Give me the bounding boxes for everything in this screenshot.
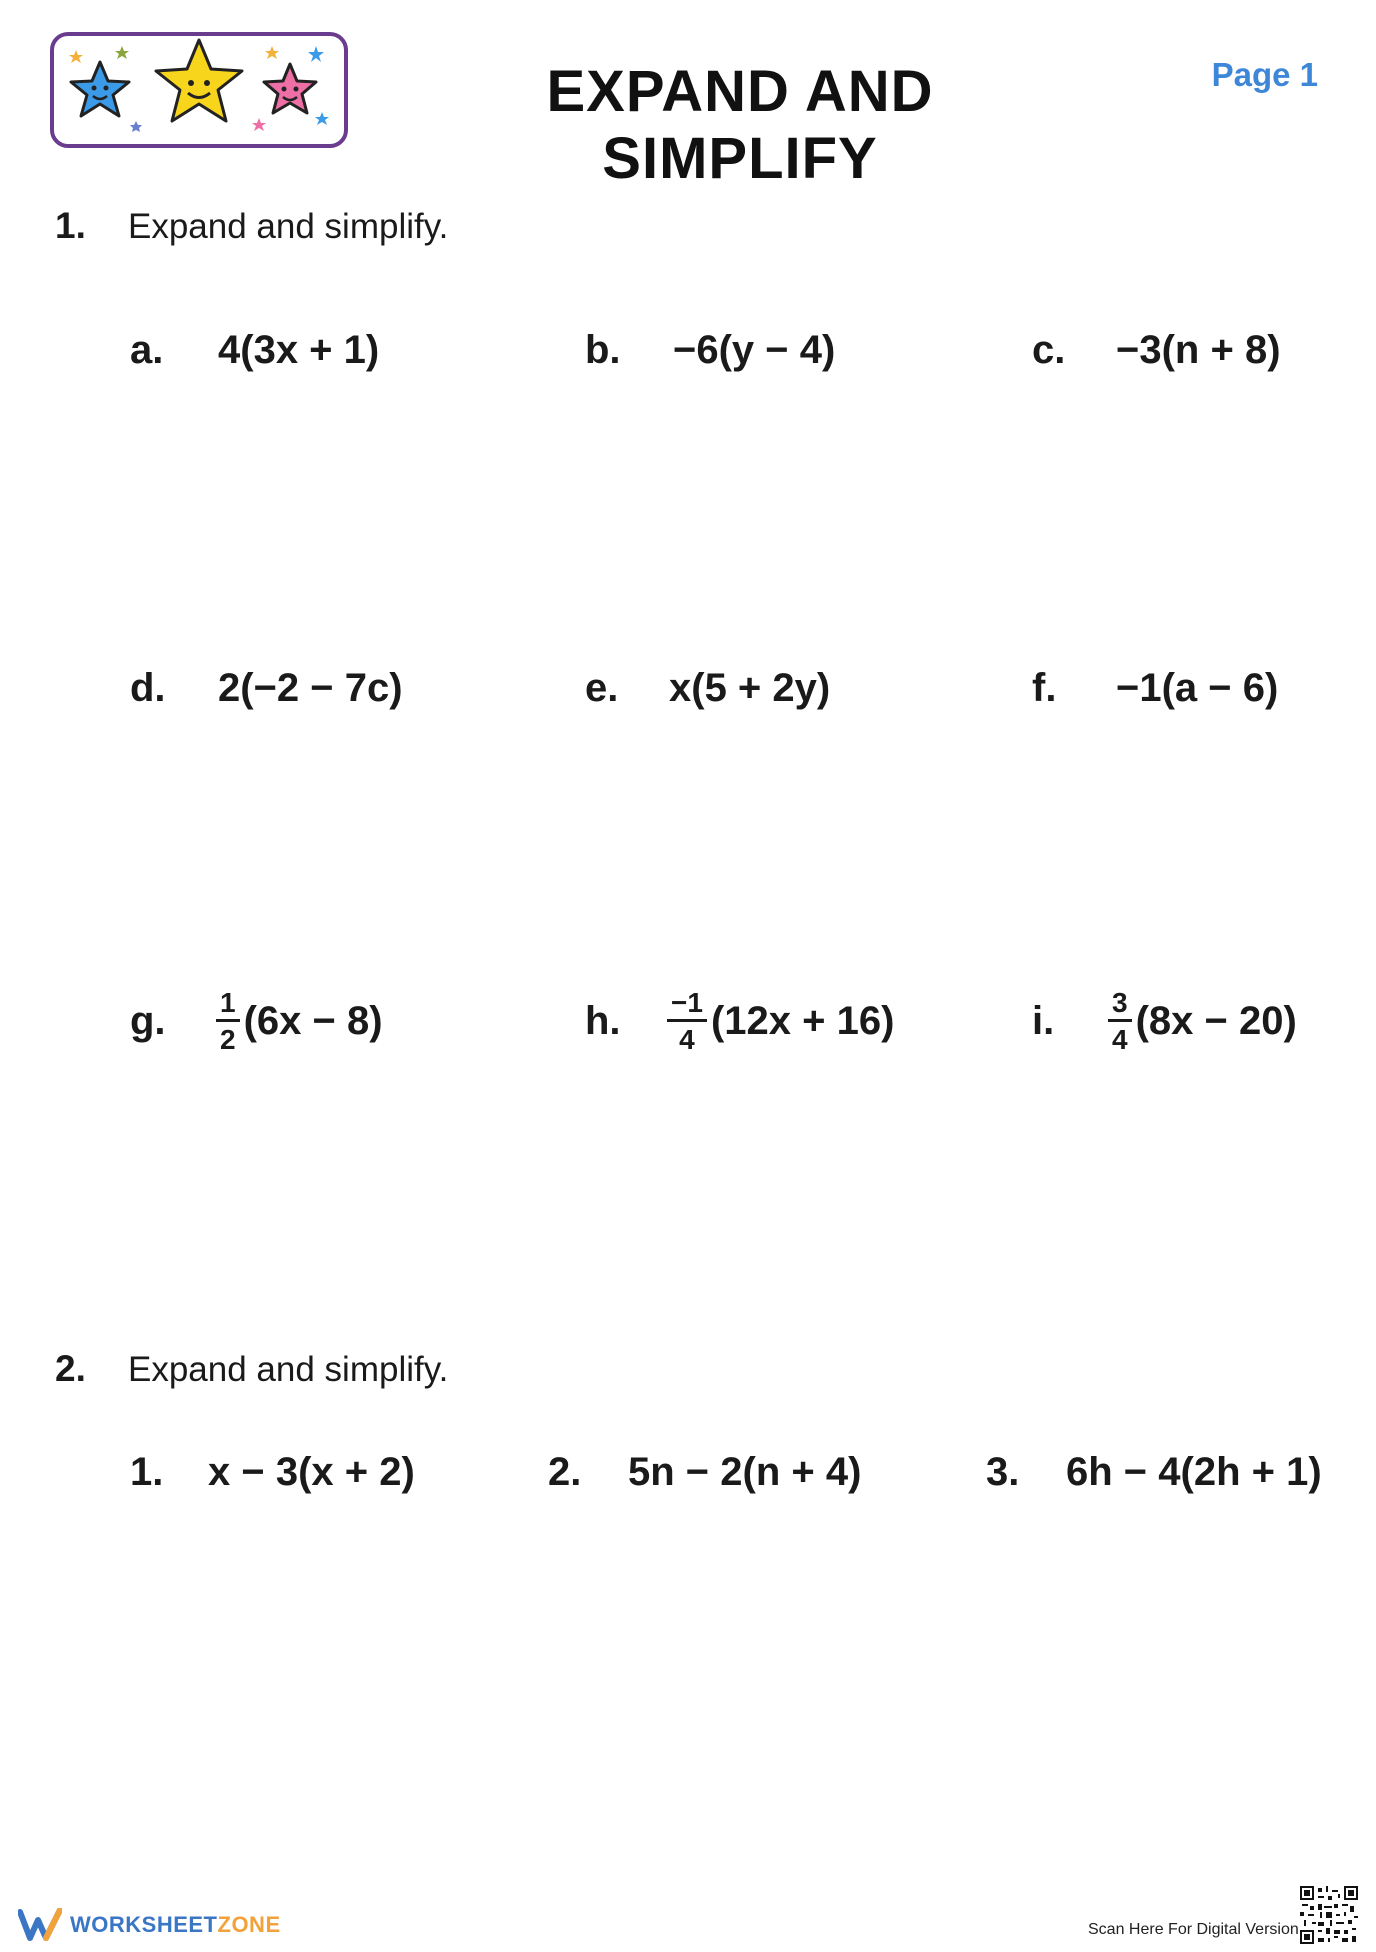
problem-expression: −6(y − 4) (673, 328, 836, 372)
problem-c (1032, 328, 1281, 373)
problem-label: b. (585, 328, 621, 372)
page-number: Page 1 (1211, 56, 1318, 93)
problem-label: c. (1032, 328, 1066, 372)
problem-expression: 6h − 4(2h + 1) (1066, 1450, 1322, 1494)
fraction-numerator: −1 (667, 988, 707, 1022)
problem-label: i. (1032, 998, 1055, 1043)
fraction-denominator: 2 (220, 1024, 236, 1056)
worksheetzone-logo-icon (18, 1908, 62, 1942)
fraction-numerator: 1 (216, 988, 240, 1022)
problem-expression: x(5 + 2y) (669, 666, 831, 710)
scan-instruction: Scan Here For Digital Version (1088, 1921, 1299, 1938)
problem-g (130, 988, 383, 1055)
problem-expression: (8x − 20) (1135, 998, 1297, 1043)
problem-expression: 5n − 2(n + 4) (628, 1450, 862, 1494)
fraction-denominator: 4 (1112, 1024, 1128, 1056)
problem-expression: x − 3(x + 2) (208, 1450, 415, 1494)
problem-2-1 (130, 1450, 415, 1495)
question-1-instruction: Expand and simplify. (128, 207, 449, 246)
problem-expression: −1(a − 6) (1116, 666, 1279, 710)
brand-name-part1: WORKSHEET (70, 1912, 218, 1937)
problem-label: 3. (986, 1450, 1020, 1494)
question-2-number: 2. (55, 1348, 86, 1389)
problem-h (585, 988, 894, 1055)
problem-expression: −3(n + 8) (1116, 328, 1281, 372)
page-title: EXPAND AND SIMPLIFY (546, 59, 934, 191)
brand-name (70, 1912, 281, 1938)
question-1-number: 1. (55, 205, 86, 246)
header-logo (50, 32, 348, 148)
problem-label: d. (130, 666, 166, 710)
fraction-numerator: 3 (1108, 988, 1132, 1022)
problem-e (585, 666, 830, 711)
problem-f (1032, 666, 1278, 711)
problem-a (130, 328, 379, 373)
problem-expression: (12x + 16) (710, 998, 895, 1043)
question-2-instruction: Expand and simplify. (128, 1350, 449, 1389)
problem-expression: 4(3x + 1) (218, 328, 380, 372)
problem-label: a. (130, 328, 164, 372)
problem-i (1032, 988, 1297, 1055)
problem-b (585, 328, 835, 373)
qr-code-icon[interactable] (1300, 1886, 1358, 1944)
brand-name-part2: ZONE (217, 1912, 281, 1937)
problem-2-3 (986, 1450, 1322, 1495)
problem-d (130, 666, 403, 711)
footer-brand[interactable] (18, 1908, 281, 1942)
problem-expression: 2(−2 − 7c) (218, 666, 403, 710)
problem-label: h. (585, 998, 621, 1043)
problem-label: f. (1032, 666, 1057, 710)
fraction (216, 988, 240, 1055)
stars-logo-icon (54, 36, 344, 144)
fraction (667, 988, 707, 1055)
fraction (1108, 988, 1132, 1055)
problem-expression: (6x − 8) (243, 998, 383, 1043)
problem-label: g. (130, 998, 166, 1043)
fraction-denominator: 4 (679, 1024, 695, 1056)
problem-label: 2. (548, 1450, 582, 1494)
problem-2-2 (548, 1450, 861, 1495)
problem-label: e. (585, 666, 619, 710)
problem-label: 1. (130, 1450, 164, 1494)
